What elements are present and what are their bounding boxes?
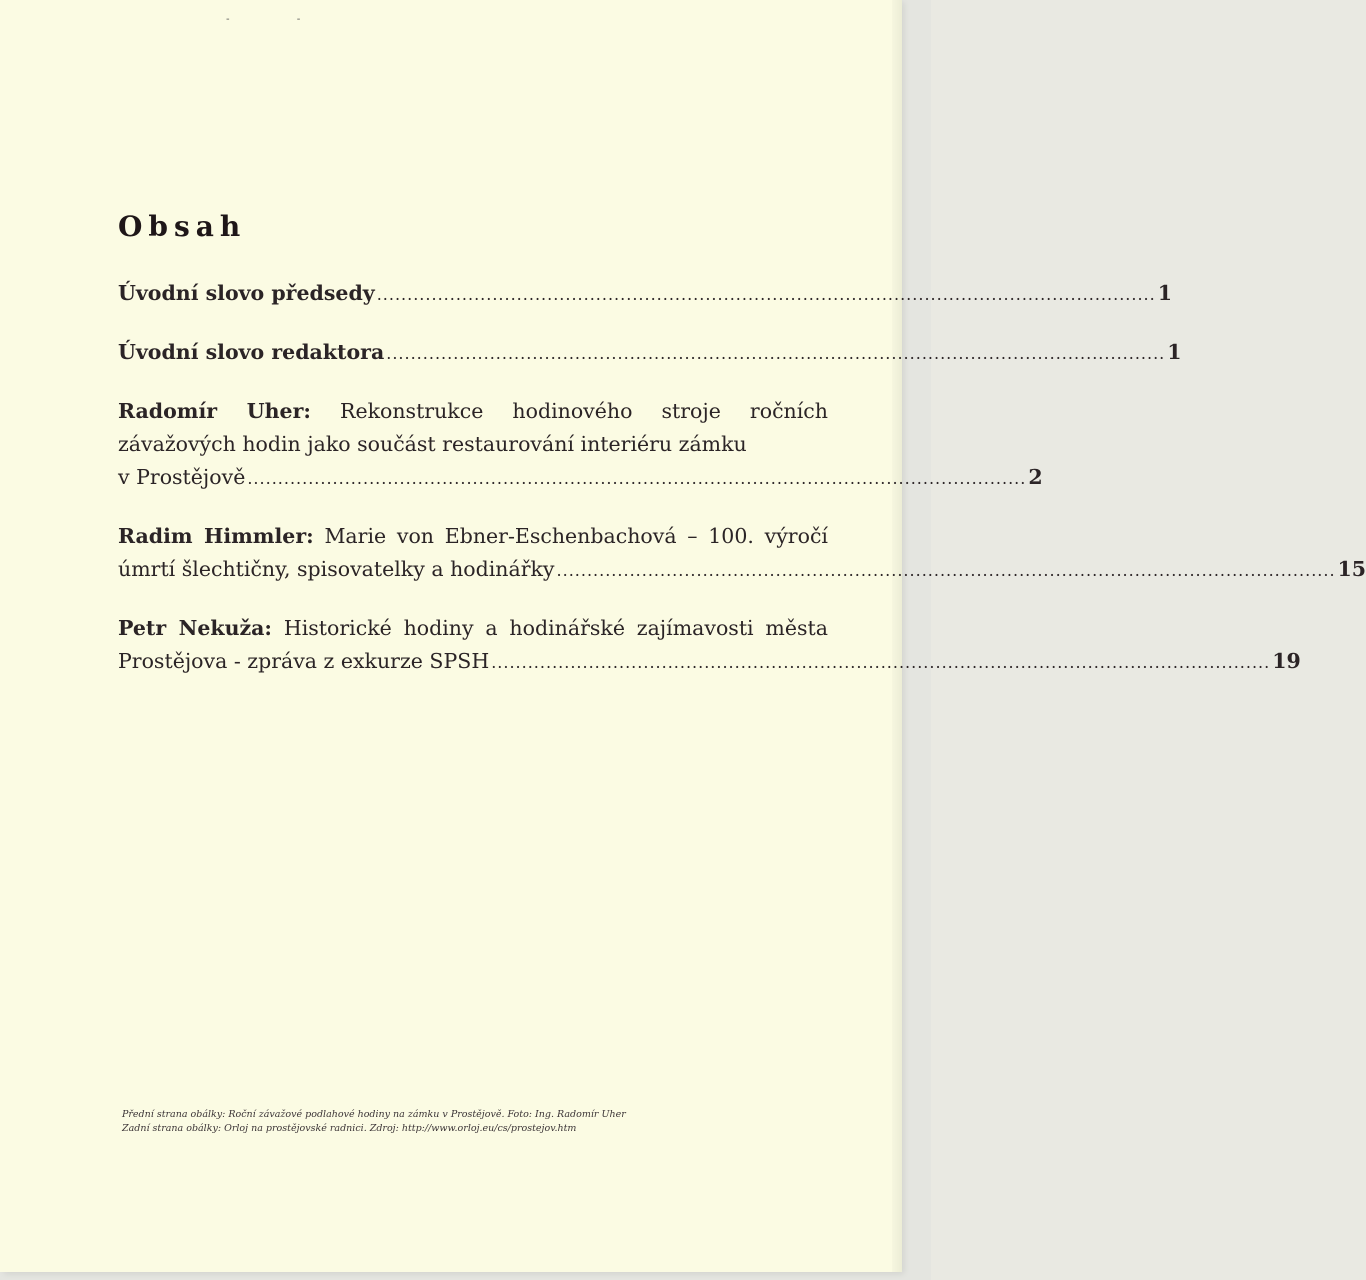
- toc-page-number: 2: [1028, 465, 1043, 489]
- toc-entry-himmler[interactable]: [118, 520, 1366, 587]
- toc-entry-title: Rekonstrukce hodinového stroje ročních závažových hodin jako součást restaurování interiéru zámku: [118, 399, 828, 456]
- back-cover-credit: Zadní strana obálky: Orloj na prostějovské radnici. Zdroj: http://www.orloj.eu/cs/prostejov.htm: [122, 1123, 577, 1134]
- dot-leader: ................................................................................................................................: [491, 653, 1271, 672]
- toc-entry-title-end: Prostějova - zpráva z exkurze SPSH: [118, 649, 490, 673]
- toc-entry-nekuza[interactable]: [118, 612, 1301, 679]
- toc-entry-label: Úvodní slovo předsedy: [118, 281, 375, 305]
- toc-entry-predseda[interactable]: [118, 277, 1172, 311]
- toc-page-number: 19: [1272, 649, 1301, 673]
- toc-entry-uher[interactable]: [118, 395, 1043, 495]
- dot-leader: ................................................................................................................................: [556, 561, 1336, 580]
- toc-entry-author: Petr Nekuža:: [118, 616, 272, 640]
- toc-entry-redaktor[interactable]: [118, 336, 1182, 370]
- header-marks: - -: [226, 14, 333, 25]
- dot-leader: ................................................................................................................................: [247, 469, 1027, 488]
- toc-entry-author: Radim Himmler:: [118, 524, 314, 548]
- toc-page-number: 1: [1157, 281, 1172, 305]
- toc-entry-title-end: v Prostějově: [118, 465, 246, 489]
- toc-entry-label: Úvodní slovo redaktora: [118, 340, 385, 364]
- dot-leader: ................................................................................................................................: [386, 344, 1166, 363]
- dot-leader: ................................................................................................................................: [376, 285, 1156, 304]
- toc-entry-title: Marie von Ebner-Eschenbachová – 100. výročí: [324, 524, 828, 548]
- toc-entry-author: Radomír Uher:: [118, 399, 311, 423]
- cover-credits: [122, 1108, 682, 1136]
- toc-entry-title: Historické hodiny a hodinářské zajímavosti města: [283, 616, 828, 640]
- table-of-contents: [118, 210, 1366, 704]
- toc-page-number: 1: [1167, 340, 1182, 364]
- toc-title: Obsah: [118, 210, 247, 243]
- page-edge: [892, 0, 902, 1272]
- toc-entry-title-end: úmrtí šlechtičny, spisovatelky a hodinářky: [118, 557, 555, 581]
- toc-page-number: 15: [1337, 557, 1366, 581]
- front-cover-credit: Přední strana obálky: Roční závažové podlahové hodiny na zámku v Prostějově. Foto: Ing. Radomír Uher: [122, 1109, 626, 1120]
